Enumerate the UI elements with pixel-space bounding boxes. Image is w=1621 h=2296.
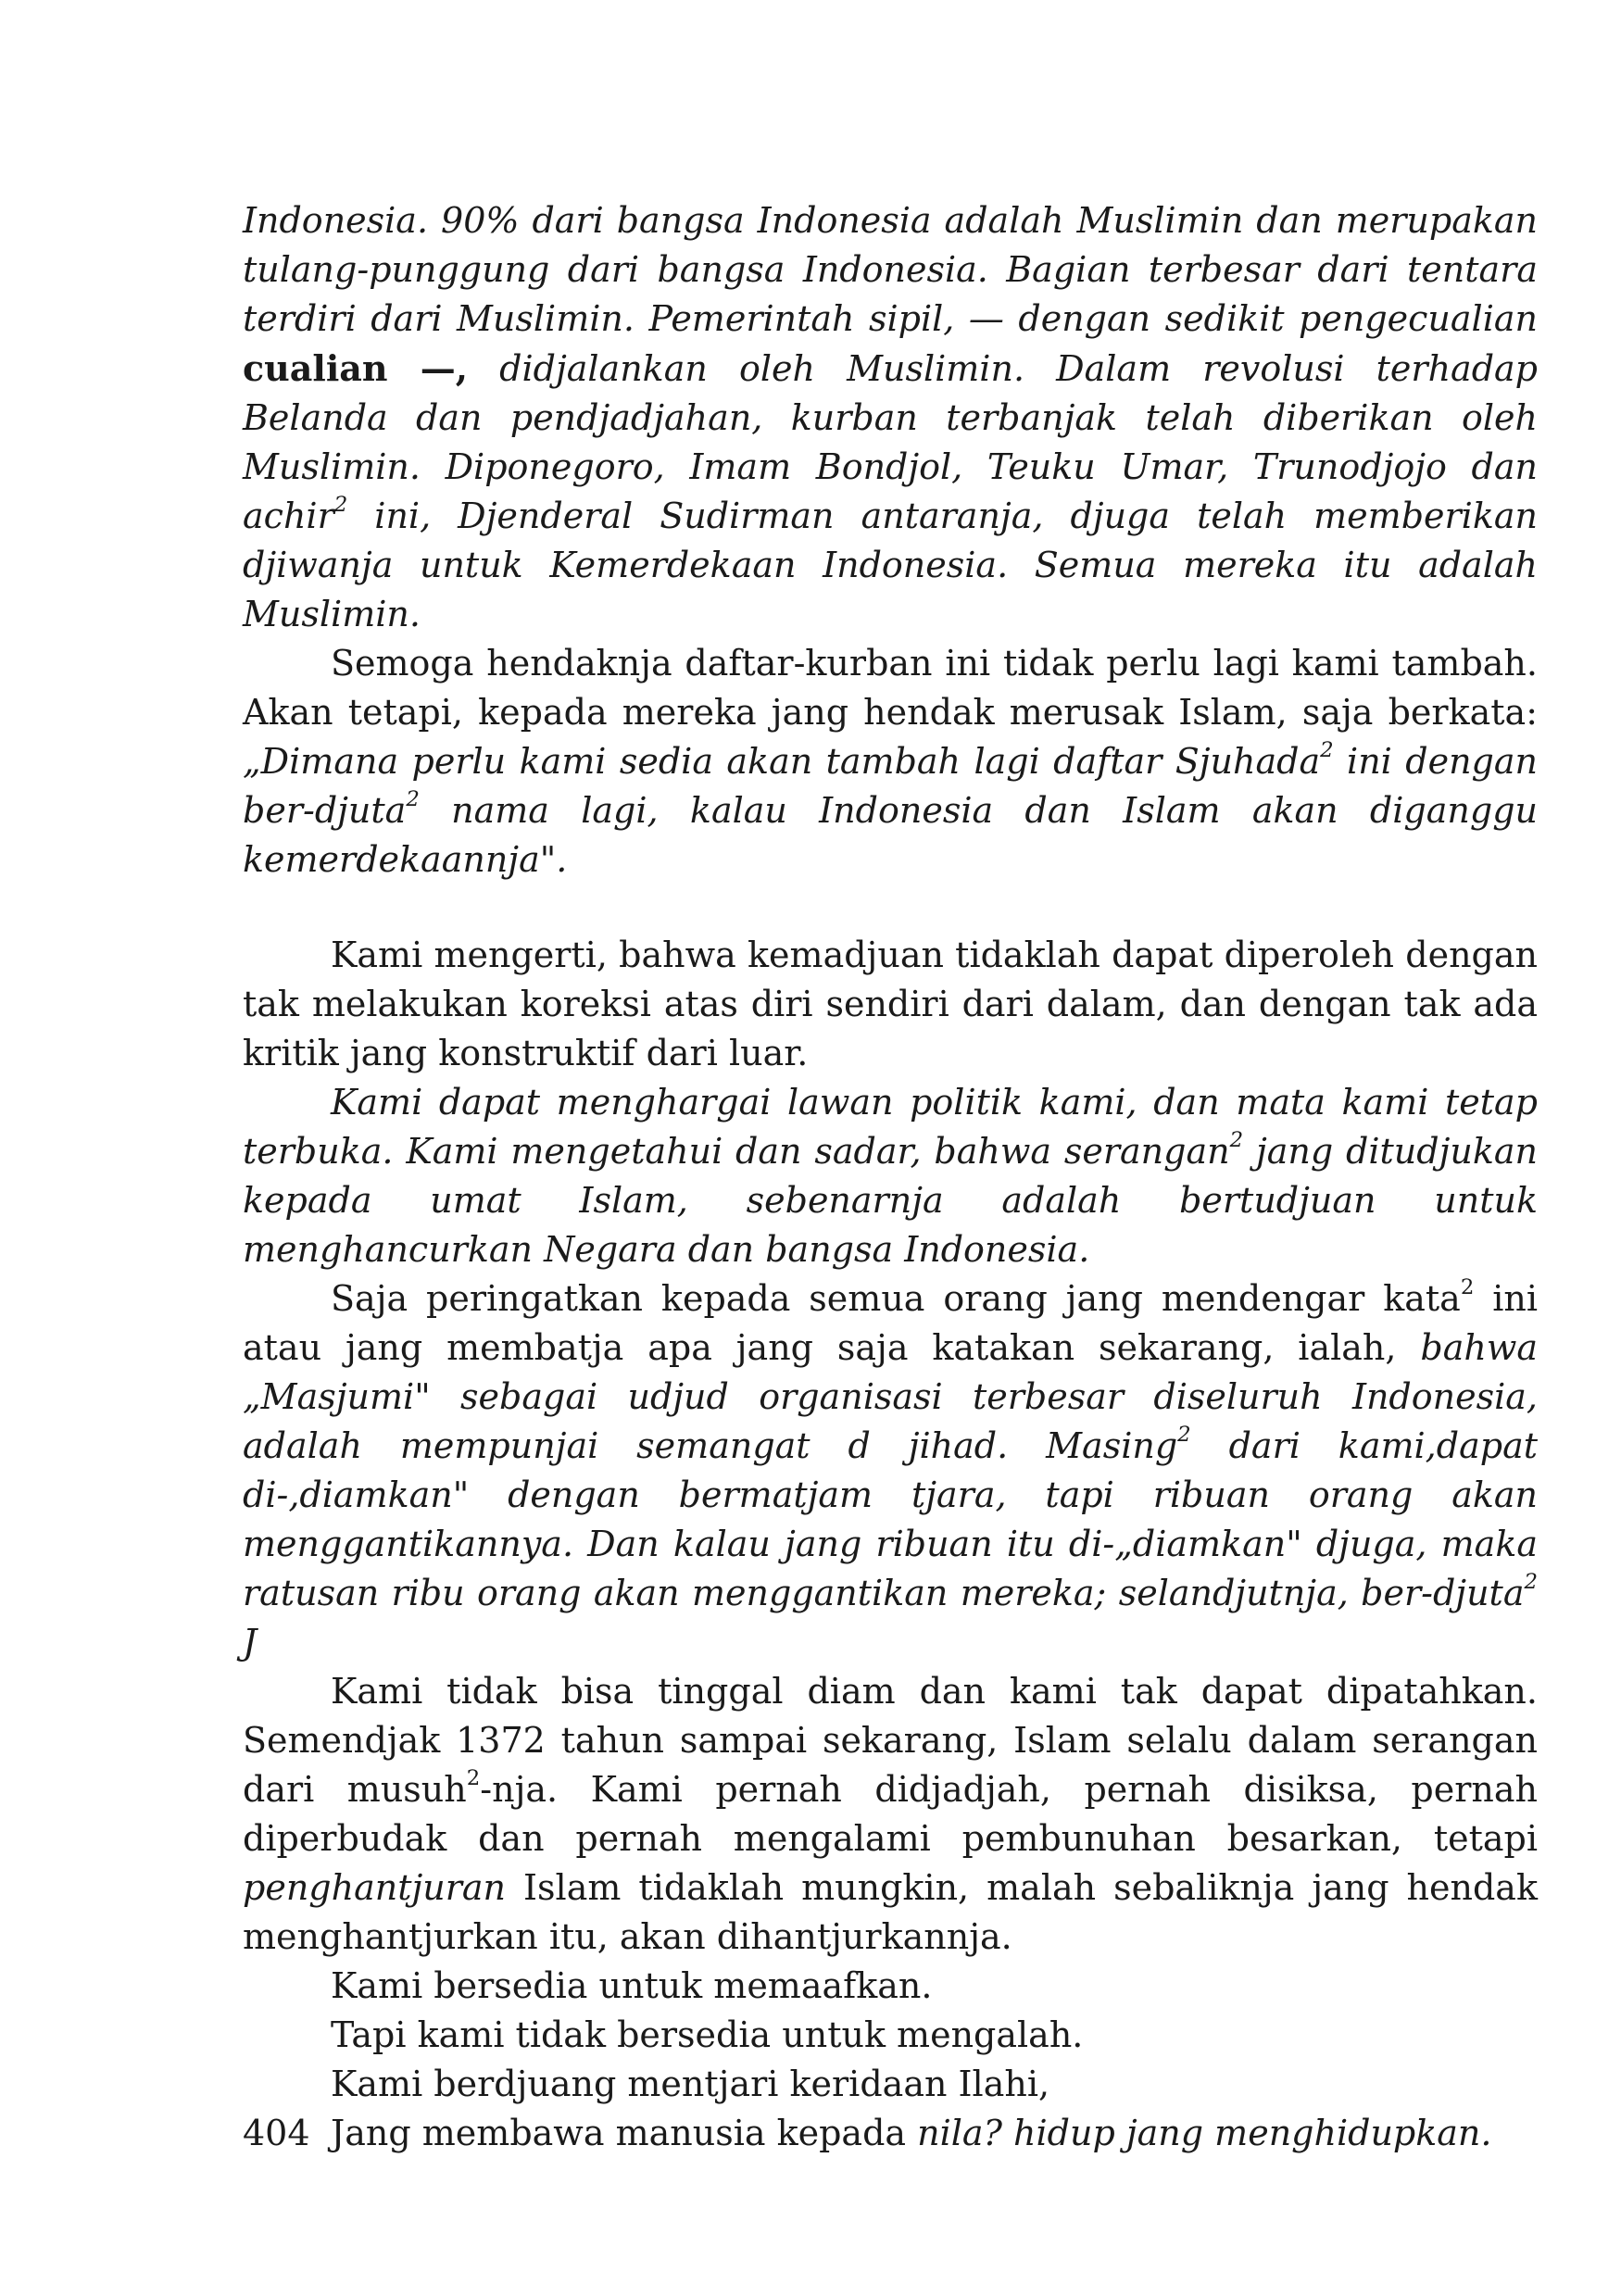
p4-text-b: jang ditudjukan kepada umat Islam, sebenarnja adalah bertudjuan untuk menghancurkan Negara dan bangsa Indonesia. [243,1131,1538,1270]
p2-text-b: „Dimana perlu kami sedia akan tambah lagi daftar Sjuhada [243,741,1321,782]
p1-bold-fragment: cualian —, [243,347,469,389]
p5-text-b: ini atau jang membatja apa jang saja katakan sekarang, ialah, [243,1278,1539,1368]
p6-text-b: -nja. Kami pernah didjadjah, pernah disiksa, pernah diperbudak dan pernah mengalami pembunuhan besarkan, tetapi [243,1769,1538,1859]
paragraph-5 [243,1274,1538,1667]
superscript: 2 [1177,1422,1191,1447]
p1-text-a: Indonesia. 90% dari bangsa Indonesia adalah Muslimin dan merupakan tulang-punggung dari bangsa Indonesia. Bagian terbesar dari tentara terdiri dari Muslimin. Pemerintah sipil, — dengan sedikit pengecualian [243,200,1538,339]
paragraph-3: Kami mengerti, bahwa kemadjuan tidaklah dapat diperoleh dengan tak melakukan koreksi atas diri sendiri dari dalam, dan dengan tak ada kritik jang konstruktif dari luar. [243,935,1538,1073]
p2-text-a: Semoga hendaknja daftar-kurban ini tidak perlu lagi kami tambah. Akan tetapi, kepada mereka jang hendak merusak Islam, saja berkata: [243,643,1538,733]
superscript: 2 [1320,737,1334,762]
body-text [243,196,1538,2158]
superscript: 2 [1229,1127,1244,1152]
paragraph-4 [243,1078,1538,1274]
superscript: 2 [406,786,420,811]
p10-text-a: Jang membawa manusia kepada [331,2113,907,2153]
superscript: 2 [1524,1569,1538,1594]
p1-text-d: ini, Djenderal Sudirman antaranja, djuga telah memberikan djiwanja untuk Kemerdekaan Indonesia. Semua mereka itu adalah Muslimin. [243,496,1538,634]
paragraph-2 [243,639,1538,885]
p6-italic: penghantjuran [243,1867,507,1908]
p6-text-a: Kami tidak bisa tinggal diam dan kami tak dapat dipatahkan. Semendjak 1372 tahun sampai sekarang, Islam selalu dalam serangan dari musuh [243,1671,1538,1810]
paragraph-7: Kami bersedia untuk memaafkan. [331,1965,933,2006]
p2-text-c: ini dengan ber-djuta [243,741,1538,831]
p5-text-e: J [243,1622,258,1662]
paragraph-8: Tapi kami tidak bersedia untuk mengalah. [331,2014,1084,2055]
paragraph-1 [243,196,1538,639]
p2-quote [243,737,1538,880]
superscript: 2 [1460,1274,1475,1299]
p4-text-a: Kami dapat menghargai lawan politik kami, dan mata kami tetap terbuka. Kami mengetahui dan sadar, bahwa serangan [243,1082,1538,1172]
p5-text-a: Saja peringatkan kepada semua orang jang mendengar kata [331,1278,1461,1319]
page-number: 404 [243,2113,310,2153]
p5-text-d: dari kami,dapat di-,diamkan" dengan bermatjam tjara, tapi ribuan orang akan menggantikannya. Dan kalau jang ribuan itu di-„diamkan" djuga, maka ratusan ribu orang akan menggantikan mereka; selandjutnja, ber-djuta [243,1425,1538,1613]
paragraph-gap [243,885,1538,931]
p1-text-c: didjalankan oleh Muslimin. Dalam revolusi terhadap Belanda dan pendjadjahan, kurban terbanjak telah diberikan oleh Muslimin. Diponegoro, Imam Bondjol, Teuku Umar, Trunodjojo dan achir [243,348,1539,536]
p5-text-c: bahwa „Masjumi" sebagai udjud organisasi terbesar diseluruh Indonesia, adalah mempunjai semangat d jihad. Masing [243,1327,1538,1466]
p6-text-d: Islam tidaklah mungkin, malah sebaliknja jang hendak menghantjurkan itu, akan dihantjurkannja. [243,1867,1538,1957]
p5-italic [243,1327,1538,1662]
superscript: 2 [333,492,348,517]
p2-text-d: nama lagi, kalau Indonesia dan Islam akan diganggu kemerdekaannja". [243,790,1538,880]
p10-italic: nila? hidup jang menghidupkan. [906,2113,1492,2153]
paragraph-9: Kami berdjuang mentjari keridaan Ilahi, [331,2064,1050,2104]
superscript: 2 [466,1765,481,1790]
paragraph-6 [243,1667,1538,1962]
paragraph-10 [243,2109,1538,2158]
